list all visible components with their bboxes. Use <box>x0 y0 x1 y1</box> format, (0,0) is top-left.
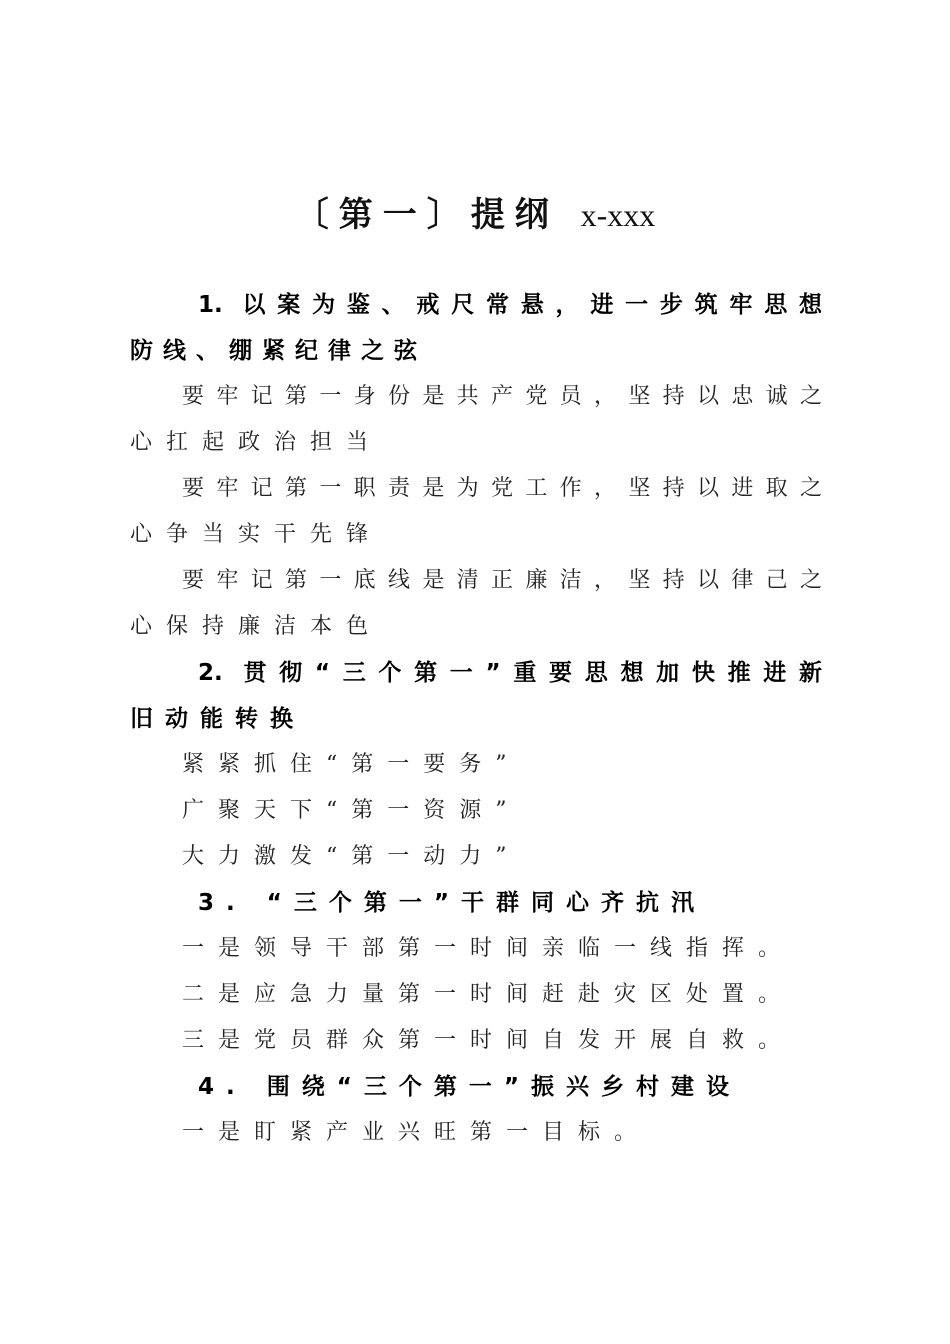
section-1-item-2-line-1: 要牢记第一职责是为党工作，坚持以进取之 <box>182 476 822 501</box>
section-2-item-1: 紧紧抓住“第一要务” <box>182 752 521 777</box>
document-body <box>130 282 822 1156</box>
section-1-item-3-line-2: 心保持廉洁本色 <box>130 614 383 639</box>
section-2-heading-line-1: 2. 贯彻“三个第一”重要思想加快推进新 <box>198 660 822 686</box>
title-suffix: x-xxx <box>580 197 656 233</box>
section-4-item-1: 一是盯紧产业兴旺第一目标。 <box>182 1120 651 1145</box>
document-title <box>0 190 950 240</box>
section-3-heading: 3. “三个第一”干群同心齐抗汛 <box>198 890 706 916</box>
section-1-item-2-line-2: 心争当实干先锋 <box>130 522 383 547</box>
section-1-item-1-line-2: 心扛起政治担当 <box>130 430 383 455</box>
section-3-item-1: 一是领导干部第一时间亲临一线指挥。 <box>182 936 795 961</box>
section-1-heading-line-2: 防线、绷紧纪律之弦 <box>130 338 427 364</box>
section-4-heading: 4. 围绕“三个第一”振兴乡村建设 <box>198 1074 741 1100</box>
section-1-heading-line-1: 1. 以案为鉴、戒尺常悬，进一步筑牢思想 <box>198 292 822 318</box>
section-1-item-1-line-1: 要牢记第一身份是共产党员，坚持以忠诚之 <box>182 384 822 409</box>
section-2-item-3: 大力激发“第一动力” <box>182 844 521 869</box>
section-2-heading-line-2: 旧动能转换 <box>130 706 305 732</box>
section-3-item-2: 二是应急力量第一时间赶赴灾区处置。 <box>182 982 795 1007</box>
section-1-item-3-line-1: 要牢记第一底线是清正廉洁，坚持以律己之 <box>182 568 822 593</box>
section-2-item-2: 广聚天下“第一资源” <box>182 798 521 823</box>
section-3-item-3: 三是党员群众第一时间自发开展自救。 <box>182 1028 795 1053</box>
title-main: 〔第一〕提纲 <box>294 195 559 235</box>
